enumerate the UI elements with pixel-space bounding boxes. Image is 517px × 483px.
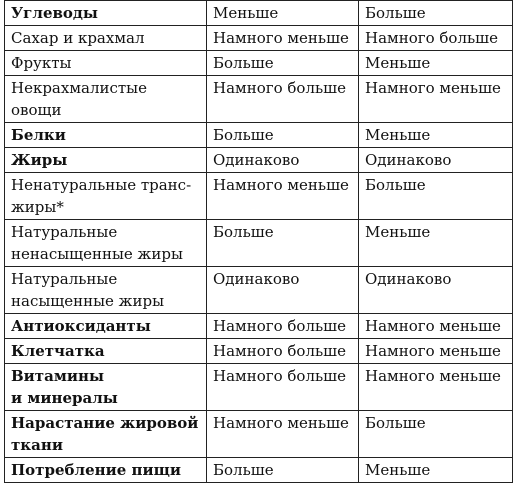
row-label-cell: Натуральные насыщенные жиры (5, 267, 207, 314)
value-cell-col3: Намного больше (359, 26, 513, 51)
row-label-cell: Витамины и минералы (5, 364, 207, 411)
row-label-cell: Жиры (5, 148, 207, 173)
table-row (5, 411, 513, 458)
value-cell-col2: Больше (207, 458, 359, 483)
comparison-table (4, 0, 513, 483)
table-row (5, 123, 513, 148)
table-row (5, 26, 513, 51)
row-label-cell: Некрахмалистые овощи (5, 76, 207, 123)
table-row (5, 339, 513, 364)
row-label-cell: Нарастание жировой ткани (5, 411, 207, 458)
table-row (5, 76, 513, 123)
value-cell-col2: Больше (207, 51, 359, 76)
row-label-cell: Клетчатка (5, 339, 207, 364)
value-cell-col3: Намного меньше (359, 76, 513, 123)
row-label-cell: Натуральные ненасыщенные жиры (5, 220, 207, 267)
table-body (5, 1, 513, 483)
value-cell-col3: Больше (359, 173, 513, 220)
value-cell-col3: Больше (359, 411, 513, 458)
table-row (5, 148, 513, 173)
row-label-cell: Белки (5, 123, 207, 148)
value-cell-col3: Меньше (359, 123, 513, 148)
value-cell-col2: Больше (207, 220, 359, 267)
value-cell-col3: Меньше (359, 458, 513, 483)
table-row (5, 314, 513, 339)
value-cell-col2: Намного больше (207, 364, 359, 411)
row-label-cell: Потребление пищи (5, 458, 207, 483)
value-cell-col3: Намного меньше (359, 339, 513, 364)
value-cell-col2: Намного меньше (207, 173, 359, 220)
value-cell-col3: Намного меньше (359, 364, 513, 411)
value-cell-col2: Намного меньше (207, 411, 359, 458)
value-cell-col2: Одинаково (207, 148, 359, 173)
value-cell-col2: Намного больше (207, 339, 359, 364)
row-label-cell: Сахар и крахмал (5, 26, 207, 51)
value-cell-col3: Намного меньше (359, 314, 513, 339)
table-row (5, 267, 513, 314)
row-label-cell: Ненатуральные транс- жиры* (5, 173, 207, 220)
table-row (5, 51, 513, 76)
row-label-cell: Антиоксиданты (5, 314, 207, 339)
table-row (5, 173, 513, 220)
value-cell-col3: Одинаково (359, 267, 513, 314)
table-row (5, 220, 513, 267)
table-row (5, 364, 513, 411)
value-cell-col2: Меньше (207, 1, 359, 26)
value-cell-col3: Одинаково (359, 148, 513, 173)
table-wrapper (4, 0, 512, 483)
value-cell-col3: Больше (359, 1, 513, 26)
value-cell-col3: Меньше (359, 220, 513, 267)
value-cell-col2: Намного больше (207, 76, 359, 123)
value-cell-col2: Намного больше (207, 314, 359, 339)
value-cell-col3: Меньше (359, 51, 513, 76)
table-row (5, 458, 513, 483)
value-cell-col2: Одинаково (207, 267, 359, 314)
row-label-cell: Фрукты (5, 51, 207, 76)
table-row (5, 1, 513, 26)
value-cell-col2: Больше (207, 123, 359, 148)
row-label-cell: Углеводы (5, 1, 207, 26)
value-cell-col2: Намного меньше (207, 26, 359, 51)
